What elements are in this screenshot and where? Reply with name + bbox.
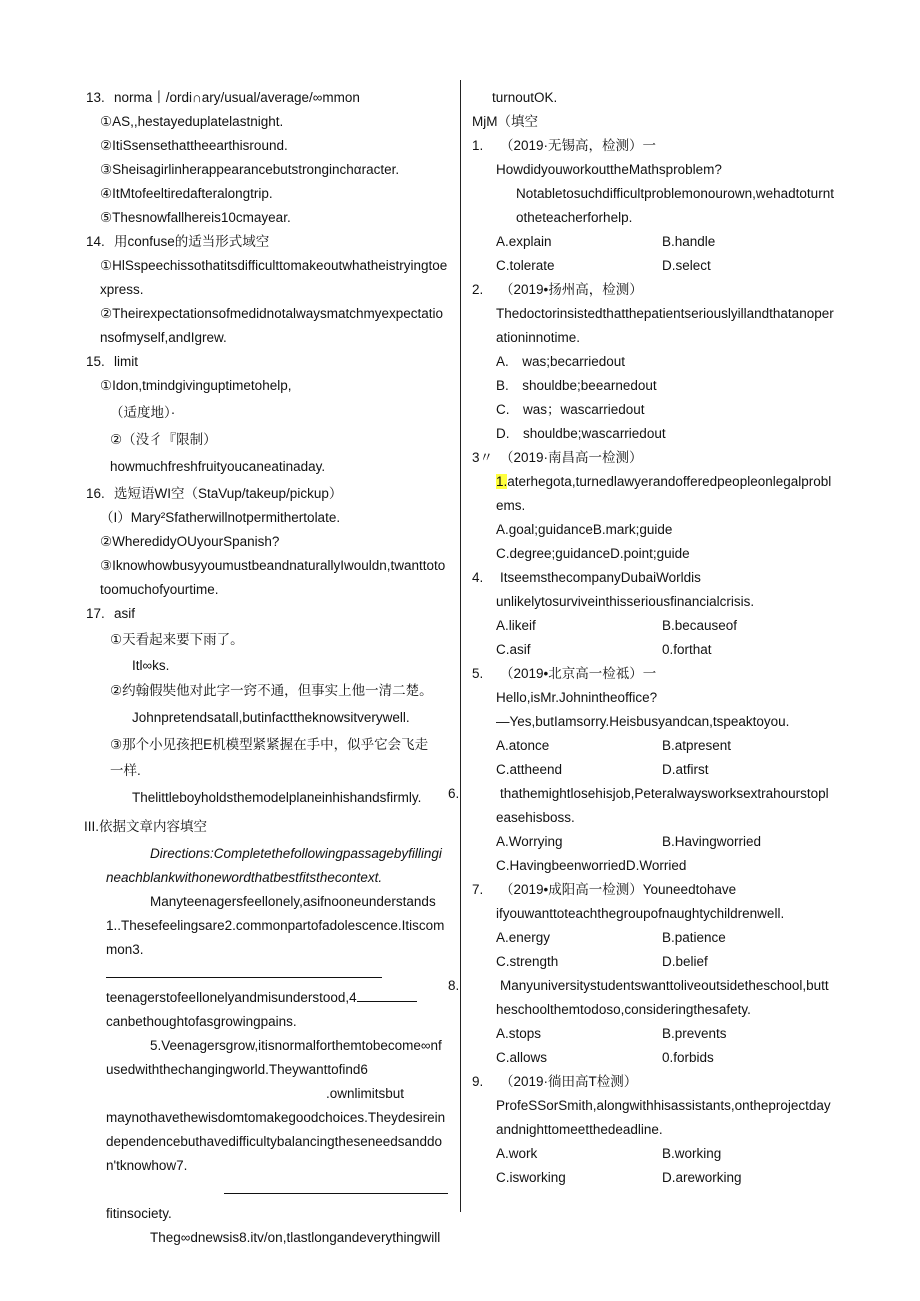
item-2-english: Johnpretendsatall,butinfacttheknowsitverywell. — [132, 710, 410, 725]
question-stem: Thedoctorinsistedthatthepatientseriouslyillandthatanoperationinnotime. — [496, 306, 834, 345]
item-3-chinese: ③那个小见孩把E机模型紧紧握在手中，似乎它会飞走一样. — [110, 737, 429, 778]
question-7 — [472, 878, 836, 974]
question-stem: thathemightlosehisjob,Peteralwaysworksextrahourstopleasehisboss. — [496, 786, 829, 825]
option-c[interactable]: C.isworking — [496, 1170, 566, 1185]
passage-text: canbethoughtofasgrowingpains. — [106, 1014, 297, 1029]
option-c[interactable]: C.strength — [496, 954, 559, 969]
option-d[interactable]: D. shouldbe;wascarriedout — [496, 426, 666, 441]
question-source: （2019•北京高一检祗）一 — [500, 666, 657, 681]
passage-text: fitinsociety. — [106, 1206, 172, 1221]
item-3: ③IknowhowbusyyoumustbeandnaturallyIwouldn,twanttototoomuchofyourtime. — [100, 558, 446, 597]
item-2-chinese: ②约翰假奘他对此字一窍不通，但事实上他一清二楚。 — [110, 683, 433, 698]
question-number: 14. — [86, 234, 105, 249]
passage-text: teenagerstofeellonelyandmisunderstood,4 — [106, 990, 357, 1005]
passage-paragraph-3: Theg∞dnewsis8.itv/on,tlastlongandeverythingwill — [150, 1230, 441, 1245]
question-9 — [472, 1070, 836, 1190]
option-d[interactable]: D.select — [662, 258, 711, 273]
question-1 — [472, 134, 836, 278]
option-b[interactable]: B.patience — [662, 930, 726, 945]
passage-text: .ownlimitsbut — [326, 1086, 405, 1101]
question-source: （2019·徜田高T检测） — [500, 1074, 638, 1089]
question-number: 7. — [472, 882, 484, 897]
option-d[interactable]: D.belief — [662, 954, 708, 969]
option-c[interactable]: C. was；wascarriedout — [496, 402, 645, 417]
option-c[interactable]: C.attheend — [496, 762, 563, 777]
question-number: 4. — [472, 570, 484, 585]
question-source: （2019•成阳高一检测）Youneedtohave — [500, 882, 737, 897]
section-title: MjM（填空 — [472, 114, 538, 129]
blank-4[interactable] — [357, 987, 417, 1002]
question-6 — [448, 782, 836, 878]
item-2: ②WheredidyOUyourSpanish? — [100, 534, 280, 549]
option-a[interactable]: A.likeif — [496, 618, 536, 633]
passage-text: maynothavethewisdomtomakegoodchoices.Theydesireindependencebuthavedifficultybalancingtheseneedsanddon'tknowhow7. — [106, 1110, 446, 1173]
passage-paragraph-2: 5.Veenagersgrow,itisnormalforthemtobecome∞nfusedwiththechangingworld.Theywanttofind6 — [106, 1038, 442, 1077]
highlighted-number: 1. — [496, 474, 508, 489]
option-a[interactable]: A.explain — [496, 234, 552, 249]
column-divider — [460, 80, 461, 1212]
option-b[interactable]: B.prevents — [662, 1026, 727, 1041]
question-number: 2. — [472, 282, 484, 297]
question-17 — [86, 602, 448, 812]
blank-7[interactable] — [224, 1179, 448, 1194]
passage-paragraph-1: Manyteenagersfeellonely,asifnooneunderstands1..Thesefeelingsare2.commonpartofadolescence.Itiscommon3. — [106, 894, 445, 957]
question-stem: Hello,isMr.Johnintheoffice? — [496, 690, 658, 705]
option-a[interactable]: A.work — [496, 1146, 538, 1161]
option-b[interactable]: B.atpresent — [662, 738, 732, 753]
question-source: （2019·南昌高一检测） — [500, 450, 643, 465]
option-c[interactable]: C.asif — [496, 642, 531, 657]
option-d[interactable]: D.areworking — [662, 1170, 742, 1185]
item-1: ①Idon,tmindgivinguptimetohelp, — [100, 378, 292, 393]
option-c-d[interactable]: C.HavingbeenworriedD.Worried — [496, 858, 687, 873]
question-13 — [86, 86, 448, 230]
question-number: 1. — [472, 138, 484, 153]
question-source: （2019•扬州高，检测） — [500, 282, 643, 297]
option-a[interactable]: A.Worrying — [496, 834, 563, 849]
question-stem: ProfeSSorSmith,alongwithhisassistants,ontheprojectdayandnighttomeetthedeadline. — [496, 1098, 831, 1137]
question-head: limit — [114, 354, 138, 369]
item-5: ⑤Thesnowfallhereis10cmayear. — [100, 210, 291, 225]
option-a[interactable]: A.energy — [496, 930, 551, 945]
question-number: 16. — [86, 486, 105, 501]
item-2: ②ItiSsensethattheearthisround. — [100, 138, 288, 153]
question-number: 5. — [472, 666, 484, 681]
question-15 — [86, 350, 448, 482]
item-1: ①HlSspeechissothatitsdifficulttomakeoutwhatheistryingtoexpress. — [100, 258, 448, 297]
question-head: norma丨/ordi∩ary/usual/average/∞mmon — [114, 90, 360, 105]
item-1-english: Itl∞ks. — [132, 658, 170, 673]
item-2: ②Theirexpectationsofmedidnotalwaysmatchmyexpectationsofmyself,andIgrew. — [100, 306, 444, 345]
question-stem: —Yes,butIamsorry.Heisbusyandcan,tspeaktoyou. — [496, 714, 790, 729]
question-stem: Manyuniversitystudentswanttoliveoutsidetheschool,buttheschoolthemtodoso,consideringthesafety. — [496, 978, 829, 1017]
question-stem: aterhegota,turnedlawyerandofferedpeopleonlegalproblems. — [496, 474, 832, 513]
option-a[interactable]: A.atonce — [496, 738, 550, 753]
directions: Directions:Completethefollowingpassagebyfillingineachblankwithonewordthatbestfitsthecontext. — [106, 846, 442, 885]
option-b[interactable]: B.working — [662, 1146, 722, 1161]
right-column — [448, 86, 836, 1190]
option-c[interactable]: C.tolerate — [496, 258, 555, 273]
left-column — [86, 86, 448, 1250]
question-stem: HowdidyouworkouttheMathsproblem? — [496, 162, 722, 177]
option-c-d[interactable]: C.degree;guidanceD.point;guide — [496, 546, 690, 561]
option-b[interactable]: B.becauseof — [662, 618, 738, 633]
question-number: 13. — [86, 90, 105, 105]
blank-3[interactable] — [106, 963, 382, 978]
question-14 — [86, 230, 448, 350]
option-b[interactable]: B.handle — [662, 234, 716, 249]
option-b[interactable]: B. shouldbe;beearnedout — [496, 378, 657, 393]
question-number: 17. — [86, 606, 105, 621]
question-5 — [472, 662, 836, 782]
option-d[interactable]: 0.forthat — [662, 642, 712, 657]
item-3: ③Sheisagirlinherappearancebutstronginchαracter. — [100, 162, 400, 177]
option-d[interactable]: D.atfirst — [662, 762, 709, 777]
question-head: asif — [114, 606, 136, 621]
item-1-hint: （适度地）· — [110, 405, 176, 420]
item-3-english: Thelittleboyholdsthemodelplaneinhishandsfirmly. — [132, 790, 422, 805]
item-1: ①AS,,hestayeduplatelastnight. — [100, 114, 284, 129]
question-number: 6. — [448, 786, 460, 801]
question-stem: Notabletosuchdifficultproblemonourown,wehadtoturntotheteacherforhelp. — [516, 186, 834, 225]
question-4 — [472, 566, 836, 662]
section-title: III.依据文章内容填空 — [84, 819, 208, 834]
option-d[interactable]: 0.forbids — [662, 1050, 714, 1065]
option-a-b[interactable]: A.goal;guidanceB.mark;guide — [496, 522, 673, 537]
question-source: （2019·无锡高，检测）一 — [500, 138, 657, 153]
question-8 — [448, 974, 836, 1070]
question-stem: ItseemsthecompanyDubaiWorldis — [500, 570, 701, 585]
option-b[interactable]: B.Havingworried — [662, 834, 762, 849]
section-3 — [84, 812, 448, 1250]
item-2-text: howmuchfreshfruityoucaneatinaday. — [110, 459, 326, 474]
item-4: ④ItMtofeeltiredafteralongtrip. — [100, 186, 273, 201]
question-number: 8. — [448, 978, 460, 993]
item-1: （I）Mary²Sfatherwillnotpermithertolate. — [100, 510, 341, 525]
question-number: 9. — [472, 1074, 484, 1089]
item-2: ②（没彳『限制） — [110, 432, 217, 447]
question-head: 用confuse的适当形式域空 — [114, 234, 270, 249]
passage-continuation: turnoutOK. — [492, 90, 558, 105]
question-3 — [472, 446, 836, 566]
option-a[interactable]: A. was;becarriedout — [496, 354, 626, 369]
question-number: 3〃 — [472, 450, 494, 465]
question-stem: ifyouwanttoteachthegroupofnaughtychildrenwell. — [496, 906, 785, 921]
option-c[interactable]: C.allows — [496, 1050, 548, 1065]
question-stem: unlikelytosurviveinthisseriousfinancialcrisis. — [496, 594, 755, 609]
option-a[interactable]: A.stops — [496, 1026, 542, 1041]
question-16 — [86, 482, 448, 602]
question-2 — [472, 278, 836, 446]
item-1-chinese: ①天看起来要下雨了。 — [110, 632, 244, 647]
question-number: 15. — [86, 354, 105, 369]
question-head: 选短语WI空（StaVup/takeup/pickup） — [114, 486, 343, 501]
